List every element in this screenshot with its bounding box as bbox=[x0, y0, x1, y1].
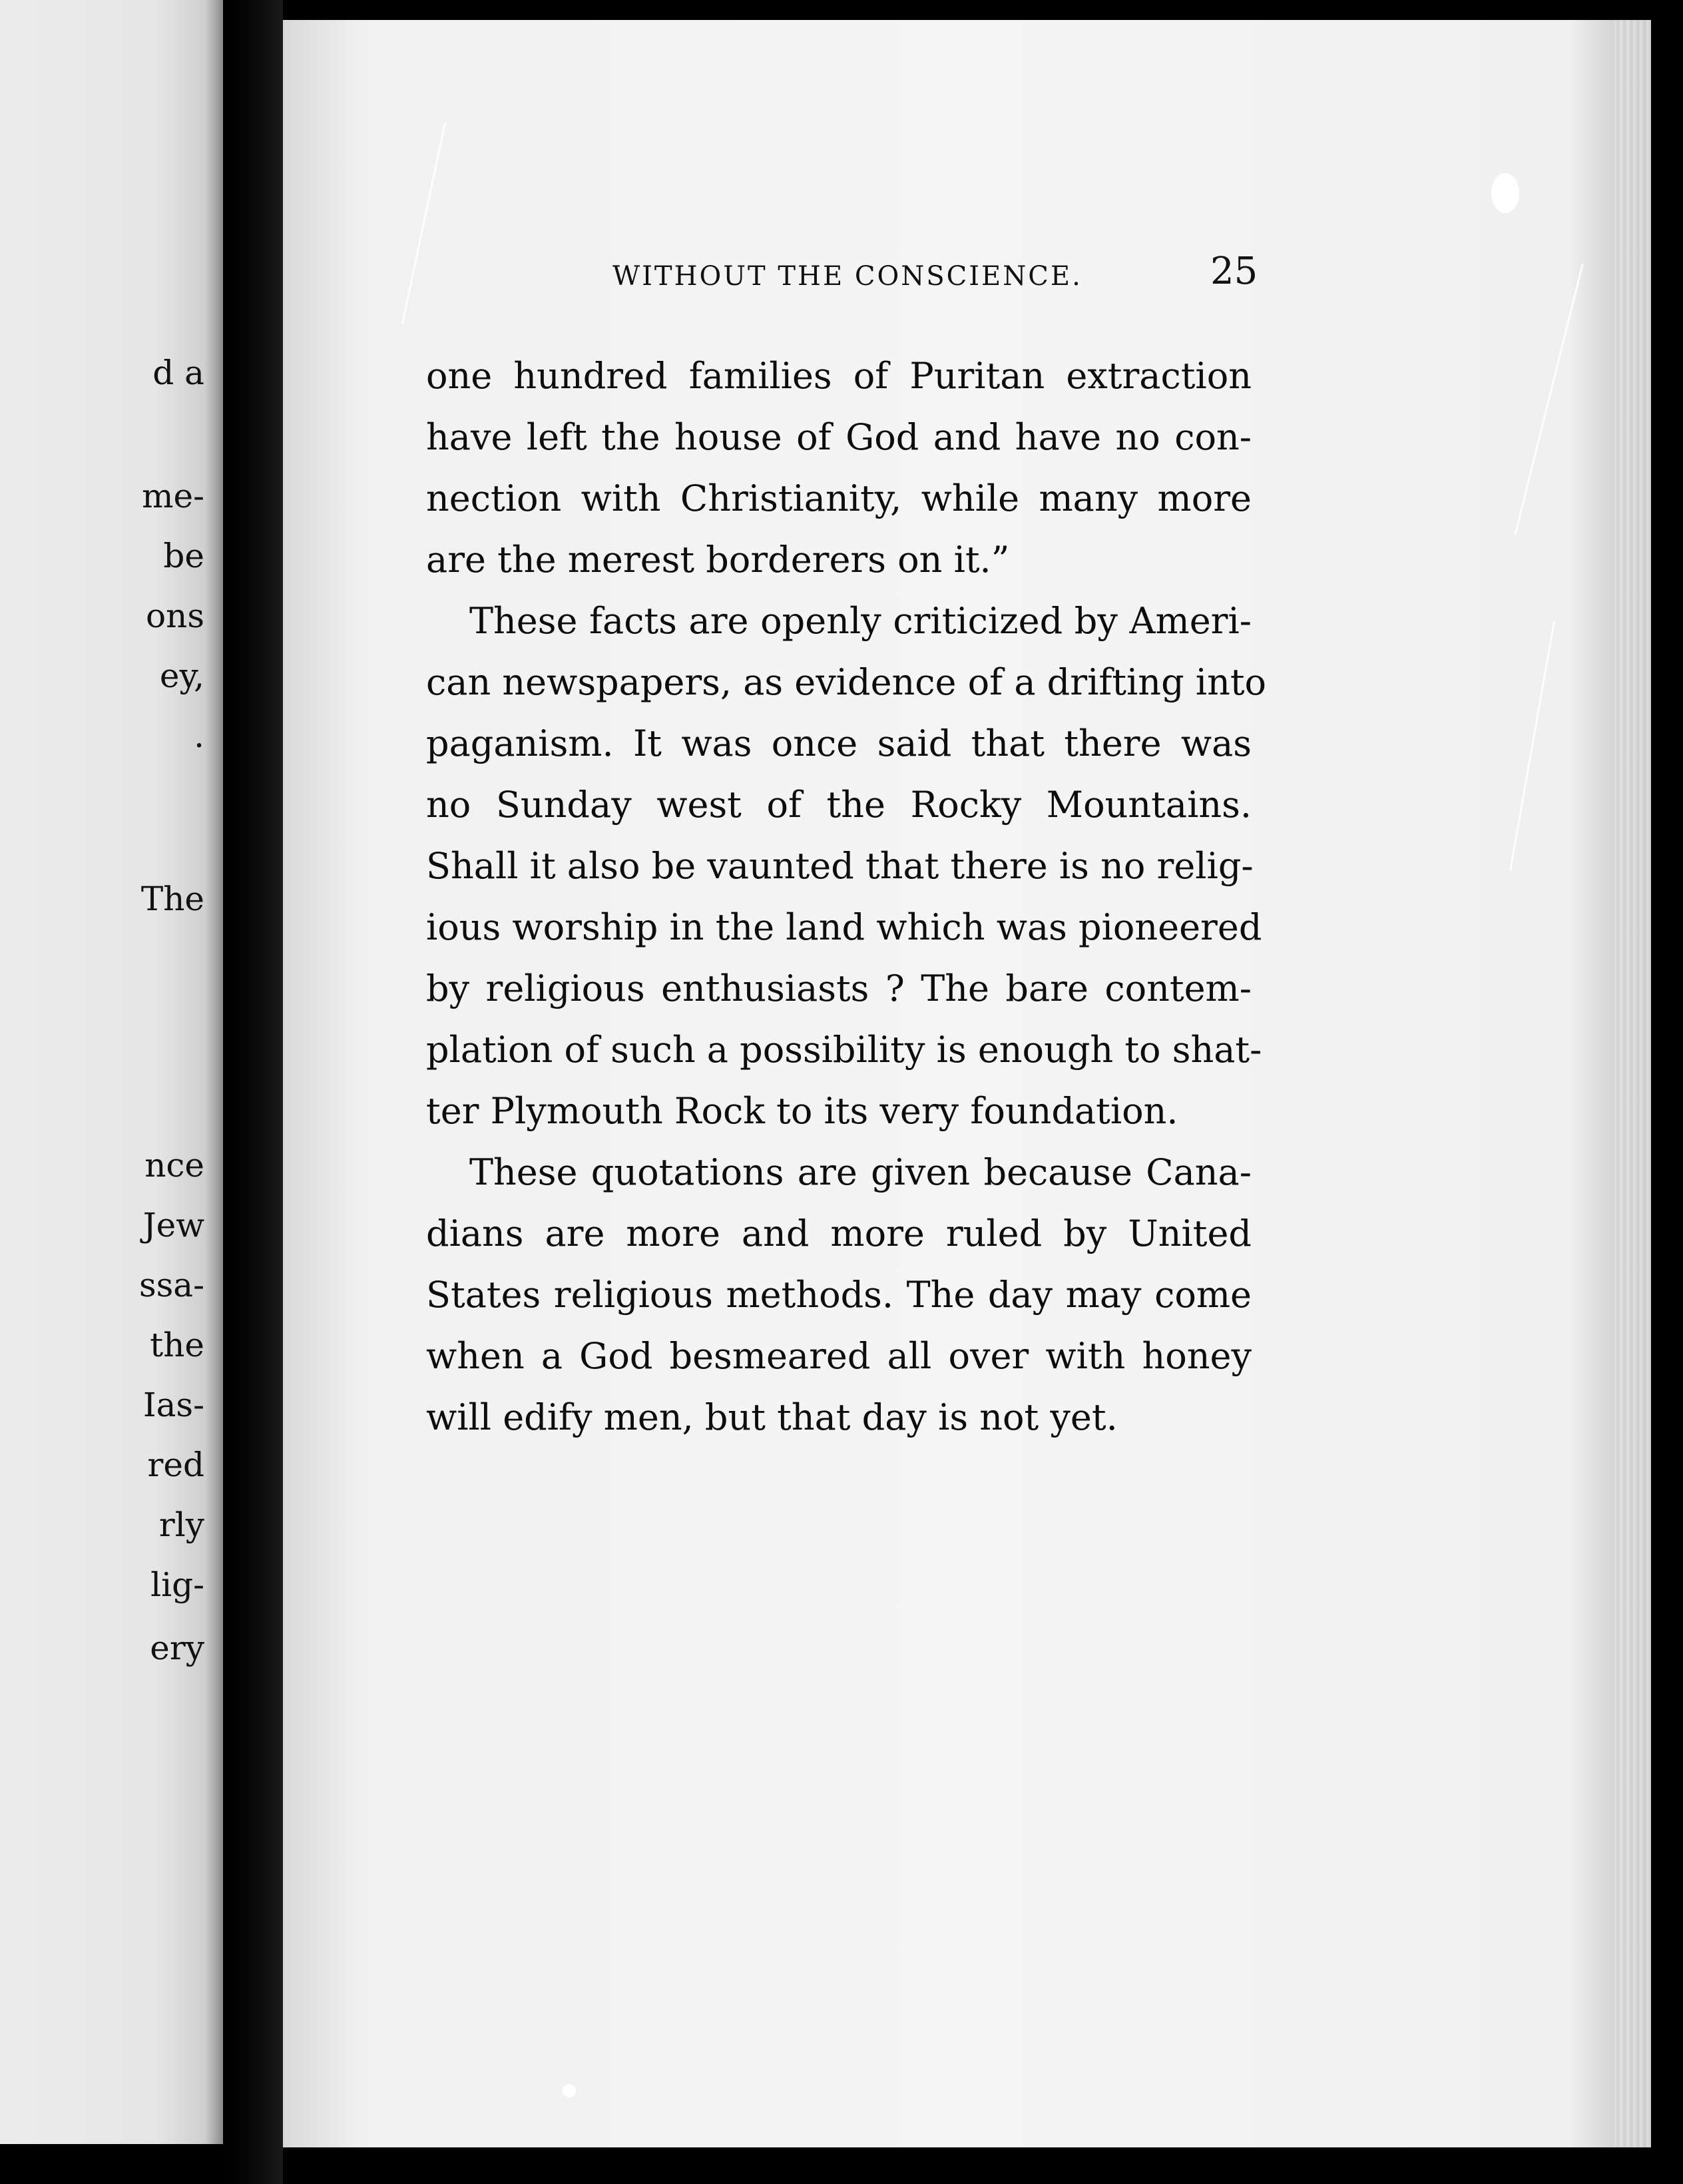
text-line: are the merest borderers on it.” bbox=[426, 539, 1010, 581]
text-line: ious worship in the land which was pioneered bbox=[426, 906, 1262, 948]
left-page-line: the bbox=[150, 1326, 204, 1364]
scan-scratch bbox=[1514, 264, 1584, 535]
left-page-line: . bbox=[194, 716, 204, 755]
left-page-line: be bbox=[163, 537, 204, 575]
text-line: paganism. It was once said that there was bbox=[426, 722, 1252, 764]
text-line: ter Plymouth Rock to its very foundation. bbox=[426, 1090, 1178, 1132]
text-line: nection with Christianity, while many more bbox=[426, 477, 1252, 519]
text-line: dians are more and more ruled by United bbox=[426, 1213, 1252, 1254]
left-page-line: Ias- bbox=[142, 1386, 204, 1424]
left-page-line: ery bbox=[150, 1629, 204, 1667]
left-page-line: red bbox=[147, 1446, 204, 1484]
text-line: States religious methods. The day may come bbox=[426, 1274, 1252, 1316]
left-page-line: me- bbox=[142, 477, 204, 515]
text-line: when a God besmeared all over with honey bbox=[426, 1335, 1252, 1377]
left-page-line: nce bbox=[144, 1146, 204, 1185]
scan-scratch bbox=[1509, 621, 1555, 871]
text-line: Shall it also be vaunted that there is no relig- bbox=[426, 845, 1254, 887]
text-line: by religious enthusiasts ? The bare contem- bbox=[426, 967, 1252, 1009]
left-page-line: lig- bbox=[150, 1565, 204, 1604]
left-page-line: ssa- bbox=[138, 1266, 204, 1304]
text-line: plation of such a possibility is enough to shat- bbox=[426, 1029, 1262, 1071]
left-page bbox=[0, 0, 223, 2144]
book-gutter bbox=[223, 0, 283, 2184]
left-page-line: Jew bbox=[142, 1206, 204, 1244]
right-page bbox=[283, 20, 1651, 2147]
scan-speck bbox=[563, 2084, 576, 2097]
text-line: These facts are openly criticized by Ameri- bbox=[469, 600, 1252, 642]
page-number: 25 bbox=[1210, 250, 1258, 293]
scan-speck bbox=[1491, 173, 1519, 213]
text-line: no Sunday west of the Rocky Mountains. bbox=[426, 784, 1252, 826]
left-page-line: ey, bbox=[159, 657, 204, 695]
text-line: one hundred families of Puritan extraction bbox=[426, 355, 1252, 397]
left-page-line: d a bbox=[152, 354, 204, 392]
text-line: can newspapers, as evidence of a drifting into bbox=[426, 661, 1267, 703]
left-page-line: rly bbox=[158, 1505, 204, 1544]
left-page-line: ons bbox=[146, 597, 204, 635]
text-line: These quotations are given because Cana- bbox=[469, 1151, 1252, 1193]
page-edge bbox=[1614, 20, 1651, 2147]
text-line: have left the house of God and have no con- bbox=[426, 416, 1252, 458]
left-page-line: The bbox=[140, 880, 204, 918]
scan-scratch bbox=[401, 122, 446, 324]
running-header: WITHOUT THE CONSCIENCE. bbox=[612, 261, 1082, 292]
text-line: will edify men, but that day is not yet. bbox=[426, 1396, 1118, 1438]
